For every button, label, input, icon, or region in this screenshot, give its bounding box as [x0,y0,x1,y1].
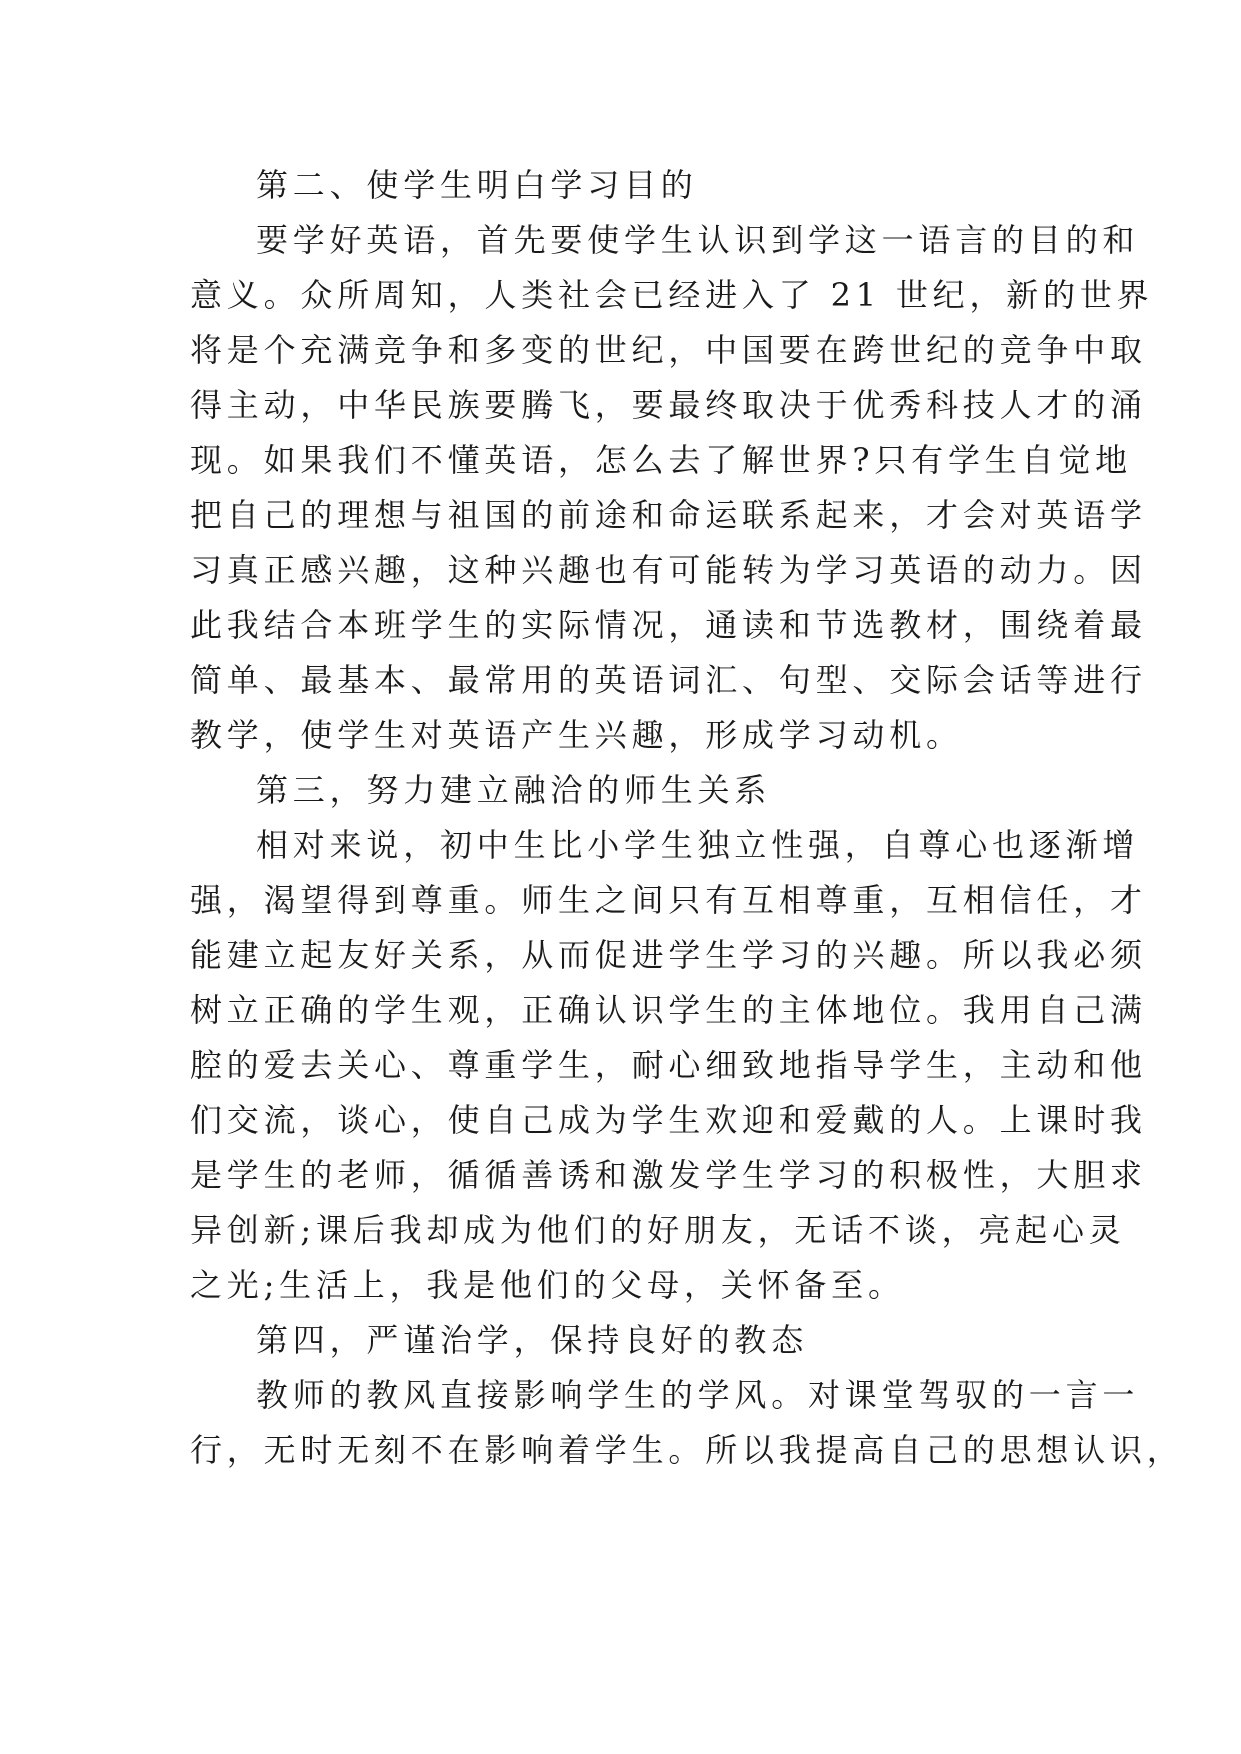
paragraph-teacher-student-relationship [190,818,1147,1313]
text-line: 是学生的老师，循循善诱和激发学生学习的积极性，大胆求 [190,1156,1147,1194]
text-line: 现。如果我们不懂英语，怎么去了解世界?只有学生自觉地 [190,441,1132,479]
text-line: 之光;生活上，我是他们的父母，关怀备至。 [190,1266,905,1304]
text-line: 教师的教风直接影响学生的学风。对课堂驾驭的一言一 [256,1376,1140,1414]
paragraph-rigorous-teaching [190,1368,1184,1478]
text-line: 简单、最基本、最常用的英语词汇、句型、交际会话等进行 [190,661,1147,699]
text-line: 强，渴望得到尊重。师生之间只有互相尊重，互相信任，才 [190,881,1147,919]
text-line: 得主动，中华民族要腾飞，要最终取决于优秀科技人才的涌 [190,386,1147,424]
text-line: 行，无时无刻不在影响着学生。所以我提高自己的思想认识， [190,1431,1184,1469]
text-line: 要学好英语，首先要使学生认识到学这一语言的目的和 [256,221,1140,259]
text-line: 此我结合本班学生的实际情况，通读和节选教材，围绕着最 [190,606,1147,644]
document-body [190,158,1184,1478]
text-line: 能建立起友好关系，从而促进学生学习的兴趣。所以我必须 [190,936,1147,974]
text-line: 相对来说，初中生比小学生独立性强，自尊心也逐渐增 [256,826,1140,864]
paragraph-learning-purpose [190,213,1154,763]
text-line: 教学，使学生对英语产生兴趣，形成学习动机。 [190,716,963,754]
section-heading-2: 第二、使学生明白学习目的 [256,166,698,204]
text-line: 将是个充满竞争和多变的世纪，中国要在跨世纪的竞争中取 [190,331,1147,369]
text-line: 腔的爱去关心、尊重学生，耐心细致地指导学生，主动和他 [190,1046,1147,1084]
section-heading-3: 第三，努力建立融洽的师生关系 [256,771,772,809]
text-line: 树立正确的学生观，正确认识学生的主体地位。我用自己满 [190,991,1147,1029]
section-heading-4: 第四，严谨治学，保持良好的教态 [256,1321,809,1359]
text-line: 们交流，谈心，使自己成为学生欢迎和爱戴的人。上课时我 [190,1101,1147,1139]
text-line: 把自己的理想与祖国的前途和命运联系起来，才会对英语学 [190,496,1147,534]
text-line: 习真正感兴趣，这种兴趣也有可能转为学习英语的动力。因 [190,551,1147,589]
text-line: 异创新;课后我却成为他们的好朋友，无话不谈，亮起心灵 [190,1211,1126,1249]
text-line: 意义。众所周知，人类社会已经进入了 21 世纪，新的世界 [190,276,1154,314]
